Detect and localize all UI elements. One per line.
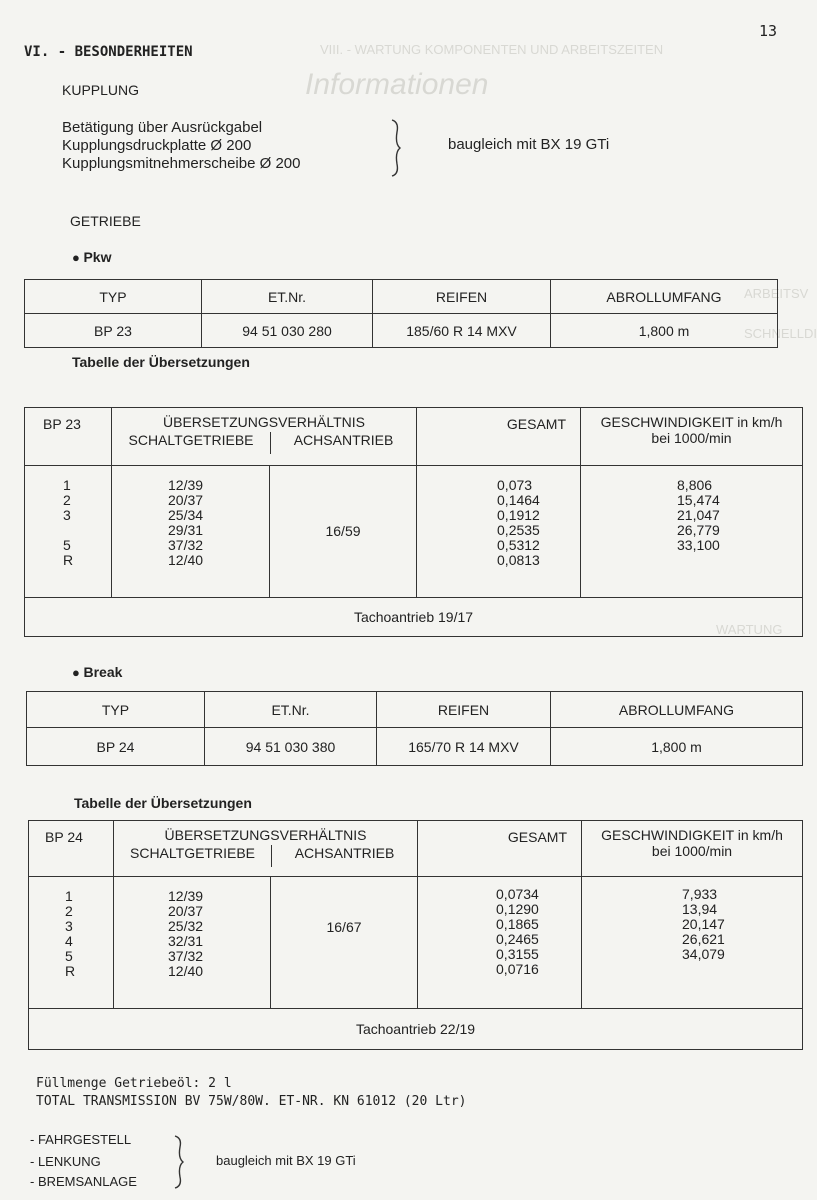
speed-value: 33,100 [677, 537, 720, 553]
gesamt-column [418, 877, 582, 1009]
ratio-header-geschw-line: GESCHWINDIGKEIT in km/h [600, 414, 783, 430]
ratio-header-geschw-line: GESCHWINDIGKEIT in km/h [601, 827, 783, 843]
table-cell: 165/70 R 14 MXV [377, 728, 551, 766]
schalt-ratio: 20/37 [168, 492, 204, 508]
ratio-header-achs: ACHSANTRIEB [294, 845, 395, 861]
ratio-header-group [112, 408, 417, 466]
ratio-header-uebersetzung: ÜBERSETZUNGSVERHÄLTNIS [164, 827, 367, 843]
gesamt-value: 0,073 [497, 477, 533, 493]
ratio-type: BP 24 [29, 821, 114, 877]
total-transmission-text: TOTAL TRANSMISSION BV 75W/80W. ET-NR. KN 61012 (20 Ltr) [36, 1094, 467, 1109]
bleed-through-line: WARTUNG [716, 622, 783, 637]
ratio-type: BP 23 [25, 408, 112, 466]
gear: 3 [65, 918, 73, 934]
achs-ratio: 16/59 [270, 466, 417, 598]
ratio-header-geschw-line: bei 1000/min [651, 843, 733, 859]
gear: 1 [65, 888, 73, 904]
schalt-ratio: 20/37 [168, 903, 204, 919]
section-title: VI. - BESONDERHEITEN [24, 44, 193, 60]
ratio-header-group [114, 821, 418, 877]
gesamt-value: 0,2535 [497, 522, 540, 538]
kupplung-item: Kupplungsdruckplatte Ø 200 [62, 137, 252, 154]
table-header: ET.Nr. [205, 692, 377, 728]
schalt-ratio: 29/31 [168, 522, 204, 538]
speed-value: 20,147 [682, 916, 725, 932]
ratio-header-uebersetzung: ÜBERSETZUNGSVERHÄLTNIS [163, 414, 365, 430]
achs-ratio: 16/67 [271, 877, 418, 1009]
gesamt-value: 0,3155 [496, 946, 539, 962]
schalt-ratio: 25/32 [168, 918, 204, 934]
pkw-info-table [24, 279, 778, 348]
table-header: TYP [27, 692, 205, 728]
footer-item: - BREMSANLAGE [30, 1174, 137, 1189]
gear: R [65, 963, 76, 979]
table-header: TYP [25, 280, 202, 314]
tacho-label: Tachoantrieb 22/19 [29, 1009, 803, 1050]
footer-note: baugleich mit BX 19 GTi [216, 1153, 356, 1168]
fuellmenge-text: Füllmenge Getriebeöl: 2 l [36, 1076, 232, 1091]
table-header: REIFEN [377, 692, 551, 728]
break-ratio-table [28, 820, 803, 1050]
pkw-ratio-table [24, 407, 803, 637]
gesamt-value: 0,5312 [497, 537, 540, 553]
speed-value: 21,047 [677, 507, 720, 523]
gesamt-value: 0,0716 [496, 961, 539, 977]
table-cell: 94 51 030 280 [202, 314, 373, 348]
table-cell: 1,800 m [551, 728, 803, 766]
tacho-label: Tachoantrieb 19/17 [25, 598, 803, 637]
table-cell: BP 24 [27, 728, 205, 766]
speed-column [581, 466, 803, 598]
table-header: ABROLLUMFANG [551, 692, 803, 728]
page-number: 13 [758, 22, 777, 40]
ratio-header-geschw [582, 821, 803, 877]
ratio-header-geschw-line: bei 1000/min [651, 430, 732, 446]
ratio-header-schalt: SCHALTGETRIEBE [112, 432, 271, 454]
ratio-header-schalt: SCHALTGETRIEBE [114, 845, 272, 867]
ratio-header-gesamt: GESAMT [417, 408, 581, 466]
gear-column [29, 877, 114, 1009]
break-label: ● Break [72, 664, 122, 680]
gesamt-value: 0,1865 [496, 916, 539, 932]
pkw-ratio-title: Tabelle der Übersetzungen [72, 354, 250, 370]
kupplung-item: Betätigung über Ausrückgabel [62, 119, 263, 136]
bleed-through-line: ARBEITSV [744, 286, 809, 301]
gear: 2 [65, 903, 73, 919]
gesamt-value: 0,2465 [496, 931, 539, 947]
gear: 2 [63, 492, 71, 508]
bleed-through-line: SCHNELLDI [744, 326, 817, 341]
bleed-through-header: VIII. - WARTUNG KOMPONENTEN UND ARBEITSZEITEN [320, 42, 664, 57]
schalt-ratio: 25/34 [168, 507, 204, 523]
gear: 5 [65, 948, 73, 964]
ratio-header-achs: ACHSANTRIEB [293, 432, 394, 448]
gear: R [63, 552, 74, 568]
table-cell: 1,800 m [551, 314, 778, 348]
gesamt-value: 0,0734 [496, 886, 539, 902]
ratio-header-geschw [581, 408, 803, 466]
gear: 5 [63, 537, 71, 553]
table-header: ABROLLUMFANG [551, 280, 778, 314]
gear-column [25, 466, 112, 598]
footer-item: - FAHRGESTELL [30, 1132, 132, 1147]
schalt-ratio: 12/39 [168, 888, 204, 904]
brace-icon [388, 118, 404, 178]
kupplung-item: Kupplungsmitnehmerscheibe Ø 200 [62, 155, 301, 172]
speed-value: 34,079 [682, 946, 725, 962]
footer-item: - LENKUNG [30, 1154, 101, 1169]
schalt-column [114, 877, 271, 1009]
table-header: REIFEN [373, 280, 551, 314]
schalt-ratio: 32/31 [168, 933, 204, 949]
ratio-header-gesamt: GESAMT [418, 821, 582, 877]
schalt-ratio: 37/32 [168, 948, 204, 964]
gesamt-value: 0,1912 [497, 507, 540, 523]
speed-value: 7,933 [682, 886, 718, 902]
schalt-ratio: 37/32 [168, 537, 204, 553]
gear: 3 [63, 507, 71, 523]
bleed-through-title: Informationen [305, 68, 489, 101]
gesamt-value: 0,1464 [497, 492, 540, 508]
gear: 4 [65, 933, 73, 949]
break-ratio-title: Tabelle der Übersetzungen [74, 795, 252, 811]
speed-column [582, 877, 803, 1009]
schalt-ratio: 12/39 [168, 477, 204, 493]
table-cell: 94 51 030 380 [205, 728, 377, 766]
gesamt-column [417, 466, 581, 598]
brace-icon [172, 1134, 188, 1190]
speed-value: 15,474 [677, 492, 720, 508]
pkw-label: ● Pkw [72, 249, 111, 265]
speed-value: 26,779 [677, 522, 720, 538]
kupplung-note: baugleich mit BX 19 GTi [448, 136, 610, 153]
table-cell: 185/60 R 14 MXV [373, 314, 551, 348]
schalt-ratio: 12/40 [168, 963, 204, 979]
gesamt-value: 0,0813 [497, 552, 540, 568]
gesamt-value: 0,1290 [496, 901, 539, 917]
table-cell: BP 23 [25, 314, 202, 348]
gear: 1 [63, 477, 71, 493]
schalt-column [112, 466, 270, 598]
schalt-ratio: 12/40 [168, 552, 204, 568]
gear [63, 523, 111, 538]
speed-value: 13,94 [682, 901, 718, 917]
table-header: ET.Nr. [202, 280, 373, 314]
speed-value: 26,621 [682, 931, 725, 947]
kupplung-heading: KUPPLUNG [62, 82, 140, 98]
break-info-table [26, 691, 803, 766]
speed-value: 8,806 [677, 477, 713, 493]
getriebe-heading: GETRIEBE [70, 213, 141, 229]
